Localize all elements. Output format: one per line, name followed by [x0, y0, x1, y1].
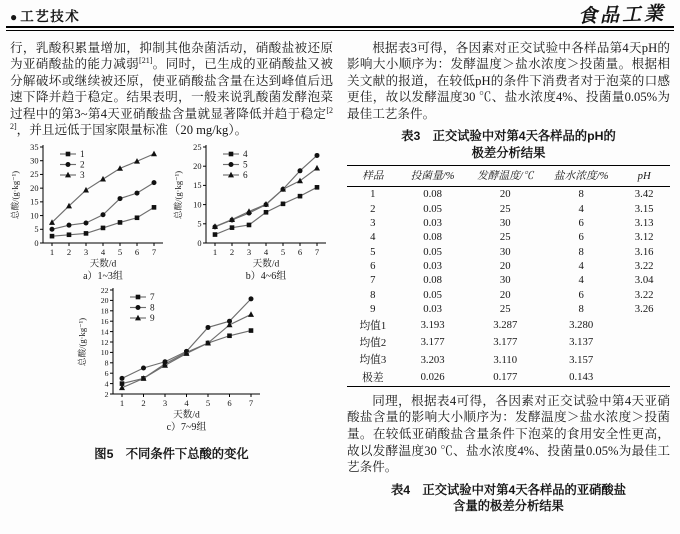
page-header [0, 0, 680, 26]
figure-5-top-row [10, 141, 333, 283]
table-cell: 3.42 [634, 188, 654, 201]
chart-total-acid-groups-4-6 [173, 141, 333, 283]
svg-text:20: 20 [100, 296, 108, 306]
table-cell: 3.203 [420, 353, 445, 366]
series-markers [50, 205, 157, 238]
table-cell: 3.287 [493, 319, 518, 332]
svg-text:6: 6 [297, 247, 303, 258]
chart-total-acid-groups-1-3 [10, 141, 170, 283]
svg-text:a）1~3组: a）1~3组 [83, 271, 123, 283]
series-line [52, 207, 154, 236]
table-cell: 0.05 [423, 202, 442, 215]
svg-text:4: 4 [243, 149, 248, 160]
table-row [347, 368, 670, 386]
paragraph-text: 。同时，已生成的亚硝酸盐又被分解破坏或继续被还原，使亚硝酸盐含量在达到峰值后迅速下降并趋于稳定。结果表明，一般来说乳酸菌发酵泡菜过程中的第3~第4天亚硝酸盐含量就显著降低并趋于稳定 [10, 57, 334, 121]
table-cell: 4 [578, 202, 584, 215]
svg-text:7: 7 [248, 398, 253, 409]
table-row [347, 244, 670, 258]
svg-text:4: 4 [263, 247, 269, 258]
table-3-title-line-2: 极差分析结果 [471, 145, 546, 160]
svg-text:18: 18 [100, 306, 108, 316]
section-bullet-icon: ● [10, 10, 18, 24]
table-cell [618, 351, 670, 368]
table-cell: 0.05 [423, 288, 442, 301]
table-cell: 8 [578, 303, 584, 316]
table-row [347, 288, 670, 302]
table-cell: 3.110 [493, 353, 518, 366]
svg-text:天数/d: 天数/d [89, 258, 117, 270]
table-cell: 20 [499, 188, 511, 201]
svg-text:5: 5 [197, 219, 202, 229]
table-cell: 6 [370, 260, 376, 273]
svg-text:5: 5 [243, 159, 248, 170]
table-cell: 6 [578, 288, 584, 301]
table-column-header: 盐水浓度/% [544, 166, 618, 187]
table-cell: 极差 [362, 371, 384, 384]
svg-text:天数/d: 天数/d [252, 258, 280, 270]
svg-text:c）7~9组: c）7~9组 [166, 422, 206, 434]
table-cell: 4 [578, 274, 584, 287]
table-cell: 0.03 [423, 303, 442, 316]
legend [60, 149, 85, 180]
table-cell: 0.08 [423, 188, 442, 201]
citation-ref-22: [22] [10, 105, 333, 132]
table-cell: 0.05 [423, 245, 442, 258]
table-cell: 均值3 [359, 354, 387, 367]
svg-text:4: 4 [100, 247, 106, 258]
svg-text:6: 6 [134, 247, 140, 258]
table-cell: 均值1 [359, 319, 387, 332]
svg-text:2: 2 [104, 389, 108, 399]
svg-text:5: 5 [280, 247, 286, 258]
series-line [122, 331, 251, 384]
paragraph-text: 行，乳酸积累量增加，抑制其他杂菌活动，硝酸盐被还原为亚硝酸盐的能力减弱 [10, 40, 333, 72]
svg-text:总酸/(g·kg⁻¹): 总酸/(g·kg⁻¹) [76, 317, 87, 367]
axes [40, 145, 163, 246]
ph-range-analysis-table [347, 165, 670, 386]
citation-ref-21: [21] [139, 55, 153, 65]
table-3-title-line-1: 表3 正交试验中对第4天各样品的pH的 [401, 129, 616, 144]
table-cell: 7 [370, 274, 376, 287]
table-4-title-line-1: 表4 正交试验中对第4天各样品的亚硝酸盐 [390, 482, 627, 497]
svg-text:10: 10 [30, 211, 39, 221]
table-cell [618, 316, 670, 333]
svg-text:6: 6 [243, 170, 248, 181]
table-3-title [347, 128, 670, 161]
svg-text:30: 30 [30, 156, 39, 166]
series-line [122, 299, 251, 379]
table-column-header: pH [618, 166, 670, 187]
table-cell: 3.157 [569, 353, 594, 366]
svg-text:20: 20 [193, 162, 202, 172]
table-cell: 20 [499, 288, 511, 301]
table-cell: 3.16 [634, 245, 654, 258]
table-row [347, 259, 670, 273]
svg-text:25: 25 [193, 142, 202, 152]
svg-text:0: 0 [34, 238, 39, 248]
table-cell: 均值2 [359, 336, 387, 349]
header-rule-thick [6, 26, 674, 28]
table-row [347, 216, 670, 230]
table-cell: 3.13 [634, 216, 654, 229]
svg-text:5: 5 [205, 398, 210, 409]
table-cell: 3.137 [569, 336, 594, 349]
svg-text:3: 3 [162, 398, 167, 409]
table-cell: 30 [499, 216, 511, 229]
table-column-header: 投菌量/% [399, 166, 467, 187]
ph-analysis-paragraph: 根据表3可得，各因素对正交试验中各样品第4天pH的影响大小顺序为：发酵温度＞盐水浓度＞投菌量。根据相关文献的报道，在较低pH的条件下消费者对于泡菜的口感更佳，故以发酵温度30 ℃、盐水浓度4%、投菌量0.05%为最佳工艺条件。 [347, 40, 670, 121]
table-cell: 5 [370, 245, 376, 258]
figure-5-bottom-row [10, 284, 333, 434]
table-cell: 3.04 [634, 274, 654, 287]
svg-text:6: 6 [104, 369, 108, 379]
table-cell: 4 [578, 260, 584, 273]
table-cell: 0.143 [569, 371, 594, 384]
table-cell: 8 [370, 288, 376, 301]
series-markers [119, 328, 253, 386]
svg-text:总酸/(g·kg⁻¹): 总酸/(g·kg⁻¹) [173, 170, 183, 220]
svg-text:1: 1 [49, 247, 55, 258]
svg-text:3: 3 [246, 247, 252, 258]
table-4-title [347, 482, 670, 515]
table-row [347, 230, 670, 244]
axes [203, 145, 326, 246]
left-column [10, 40, 333, 515]
svg-text:15: 15 [193, 181, 202, 191]
svg-text:总酸/(g·kg⁻¹): 总酸/(g·kg⁻¹) [10, 170, 20, 220]
table-cell [618, 368, 670, 386]
svg-text:6: 6 [226, 398, 232, 409]
section-label-text: 工艺技术 [20, 9, 81, 24]
svg-text:25: 25 [30, 170, 39, 180]
svg-text:7: 7 [314, 247, 320, 258]
figure-5-caption: 图5 不同条件下总酸的变化 [94, 447, 249, 462]
table-row [347, 351, 670, 368]
svg-text:5: 5 [34, 225, 39, 235]
table-row [347, 201, 670, 215]
table-cell: 0.03 [423, 216, 442, 229]
table-cell: 20 [499, 260, 511, 273]
table-cell: 25 [499, 231, 511, 244]
table-row [347, 302, 670, 316]
svg-text:9: 9 [149, 313, 155, 324]
svg-text:12: 12 [100, 337, 108, 347]
figure-5 [10, 141, 333, 462]
intro-paragraph [10, 40, 333, 140]
svg-text:1: 1 [119, 398, 124, 409]
table-cell: 3.26 [634, 303, 654, 316]
svg-text:2: 2 [66, 247, 72, 258]
table-cell: 8 [578, 245, 584, 258]
svg-text:1: 1 [212, 247, 218, 258]
journal-logo: 食品工業 [577, 3, 667, 28]
svg-text:22: 22 [100, 285, 108, 295]
svg-text:8: 8 [149, 302, 155, 313]
table-row [347, 273, 670, 287]
two-column-body [0, 31, 680, 515]
table-cell: 3.193 [420, 319, 445, 332]
table-cell: 2 [370, 202, 376, 215]
paragraph-text: ，并且远低于国家限量标准（20 mg/kg）。 [16, 123, 248, 138]
svg-text:10: 10 [193, 200, 202, 210]
table-cell: 30 [499, 245, 511, 258]
table-cell: 3 [370, 216, 376, 229]
svg-text:35: 35 [30, 142, 39, 152]
table-row [347, 316, 670, 333]
table-cell: 0.03 [423, 260, 442, 273]
svg-text:7: 7 [151, 247, 157, 258]
svg-text:10: 10 [100, 348, 108, 358]
table-3-header-row [347, 166, 670, 187]
table-cell: 3.22 [634, 288, 654, 301]
table-cell: 25 [499, 202, 511, 215]
svg-text:2: 2 [229, 247, 235, 258]
svg-text:8: 8 [104, 358, 108, 368]
table-cell: 3.280 [569, 319, 594, 332]
svg-text:1: 1 [80, 149, 85, 160]
nitrite-analysis-paragraph: 同理，根据表4可得，各因素对正交试验中第4天亚硝酸盐含量的影响大小顺序为：发酵温度＞盐水浓度＞投菌量。在较低亚硝酸盐含量条件下泡菜的食用安全性更高，故以发酵温度30 ℃、盐水浓度4%、投菌量0.05%为最佳工艺条件。 [347, 393, 670, 475]
svg-text:16: 16 [100, 317, 108, 327]
table-cell: 0.026 [420, 371, 445, 384]
table-cell: 1 [370, 188, 376, 201]
table-column-header: 发酵温度/℃ [467, 166, 545, 187]
table-cell [618, 334, 670, 351]
table-cell: 8 [578, 188, 584, 201]
table-cell: 9 [370, 303, 376, 316]
table-cell: 30 [499, 274, 511, 287]
table-cell: 3.22 [634, 260, 654, 273]
svg-text:2: 2 [80, 159, 85, 170]
svg-text:4: 4 [104, 379, 108, 389]
chart-total-acid-groups-7-9 [77, 284, 267, 434]
table-column-header: 样品 [347, 166, 399, 187]
svg-text:15: 15 [30, 197, 39, 207]
legend [130, 292, 155, 323]
table-row [347, 334, 670, 351]
table-cell: 0.177 [493, 371, 518, 384]
series-markers [50, 180, 157, 232]
table-cell: 6 [578, 231, 584, 244]
table-cell: 6 [578, 216, 584, 229]
svg-text:3: 3 [80, 170, 85, 181]
table-cell: 3.12 [634, 231, 654, 244]
table-row [347, 186, 670, 201]
svg-text:5: 5 [117, 247, 123, 258]
svg-text:7: 7 [149, 292, 155, 303]
svg-text:4: 4 [183, 398, 189, 409]
svg-text:20: 20 [30, 184, 39, 194]
right-column [347, 40, 670, 515]
svg-text:天数/d: 天数/d [172, 409, 200, 421]
table-cell: 4 [370, 231, 376, 244]
table-cell: 0.08 [423, 231, 442, 244]
svg-text:14: 14 [100, 327, 108, 337]
table-4-title-line-2: 含量的极差分析结果 [453, 499, 564, 514]
table-cell: 0.08 [423, 274, 442, 287]
svg-text:2: 2 [140, 398, 146, 409]
table-cell: 25 [499, 303, 511, 316]
svg-text:b）4~6组: b）4~6组 [245, 271, 287, 283]
legend [223, 149, 248, 180]
svg-text:3: 3 [83, 247, 89, 258]
table-cell: 3.15 [634, 202, 654, 215]
table-cell: 3.177 [420, 336, 445, 349]
section-label [10, 5, 80, 25]
svg-text:0: 0 [197, 238, 202, 248]
table-cell: 3.177 [493, 336, 518, 349]
